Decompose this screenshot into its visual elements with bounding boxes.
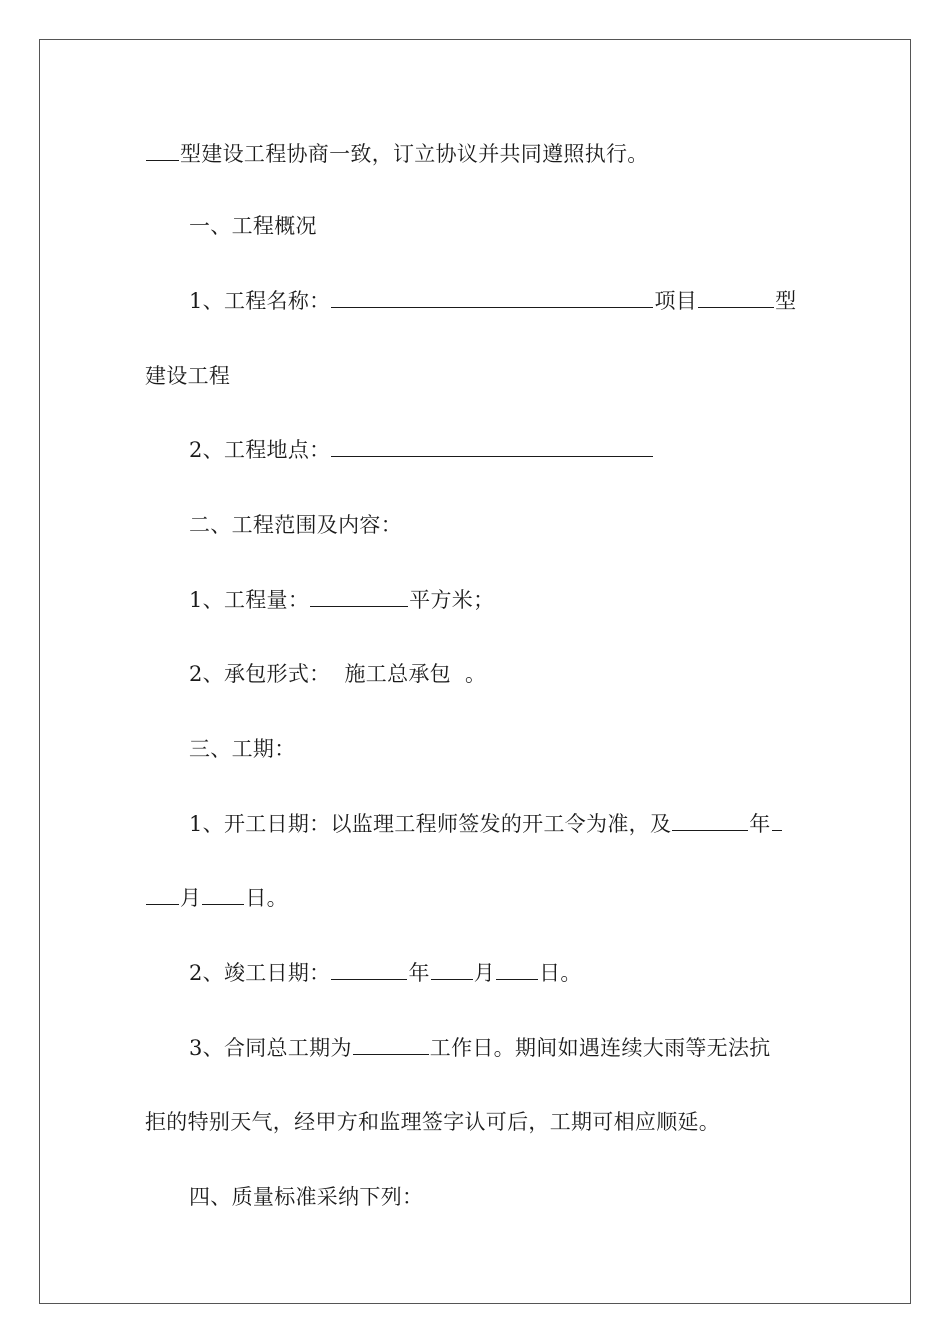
quantity-unit: 平方米；	[409, 588, 495, 612]
finish-year-blank	[331, 959, 407, 980]
project-name-mid: 项目	[654, 289, 698, 313]
project-name-continuation: 建设工程	[145, 364, 231, 388]
quantity-line	[189, 586, 869, 614]
project-name-end: 型	[775, 289, 797, 313]
total-duration-text: 工作日。期间如遇连续大雨等无法抗	[429, 1036, 771, 1060]
total-duration-continuation: 拒的特别天气，经甲方和监理签字认可后，工期可相应顺延。	[145, 1110, 721, 1134]
project-site-label: 2、工程地点：	[189, 438, 331, 462]
section-heading-overview: 一、工程概况	[189, 214, 317, 238]
project-name-label: 1、工程名称：	[189, 289, 331, 313]
total-duration-line	[189, 1034, 869, 1062]
intro-line	[145, 140, 825, 168]
contract-form-end: 。	[464, 662, 487, 686]
quantity-label: 1、工程量：	[189, 588, 310, 612]
section-heading-scope: 二、工程范围及内容：	[189, 513, 402, 537]
finish-month-label: 月	[473, 961, 496, 985]
project-name-line	[189, 287, 869, 315]
start-month-blank	[146, 884, 179, 905]
project-site-line	[189, 436, 869, 464]
finish-date-label: 2、竣工日期：	[189, 961, 331, 985]
quantity-blank	[310, 586, 408, 607]
finish-month-blank	[431, 959, 473, 980]
intro-text: 型建设工程协商一致，订立协议并共同遵照执行。	[180, 142, 649, 166]
contract-form-line	[189, 660, 869, 688]
start-date-label: 1、开工日期：以监理工程师签发的开工令为准，及	[189, 812, 672, 836]
total-duration-blank	[353, 1034, 429, 1055]
contract-form-value: 施工总承包	[344, 662, 451, 686]
start-month-label: 月	[180, 886, 202, 910]
start-date-continuation	[145, 884, 825, 912]
start-date-line	[189, 810, 869, 838]
start-year-blank	[672, 810, 748, 831]
section-heading-schedule: 三、工期：	[189, 737, 296, 761]
finish-date-line	[189, 959, 869, 987]
finish-day-blank	[496, 959, 538, 980]
finish-year-label: 年	[408, 961, 430, 985]
section-heading-quality: 四、质量标准采纳下列：	[189, 1185, 424, 1209]
blank-field	[146, 140, 179, 161]
project-site-blank	[331, 436, 653, 457]
start-month-blank-part	[772, 810, 782, 831]
contract-form-label: 2、承包形式：	[189, 662, 331, 686]
start-day-blank	[202, 884, 244, 905]
start-year-label: 年	[749, 812, 771, 836]
project-type-blank	[698, 287, 774, 308]
start-day-end: 日。	[245, 886, 288, 910]
finish-day-end: 日。	[539, 961, 582, 985]
total-duration-label: 3、合同总工期为	[189, 1036, 352, 1060]
project-name-blank	[331, 287, 653, 308]
